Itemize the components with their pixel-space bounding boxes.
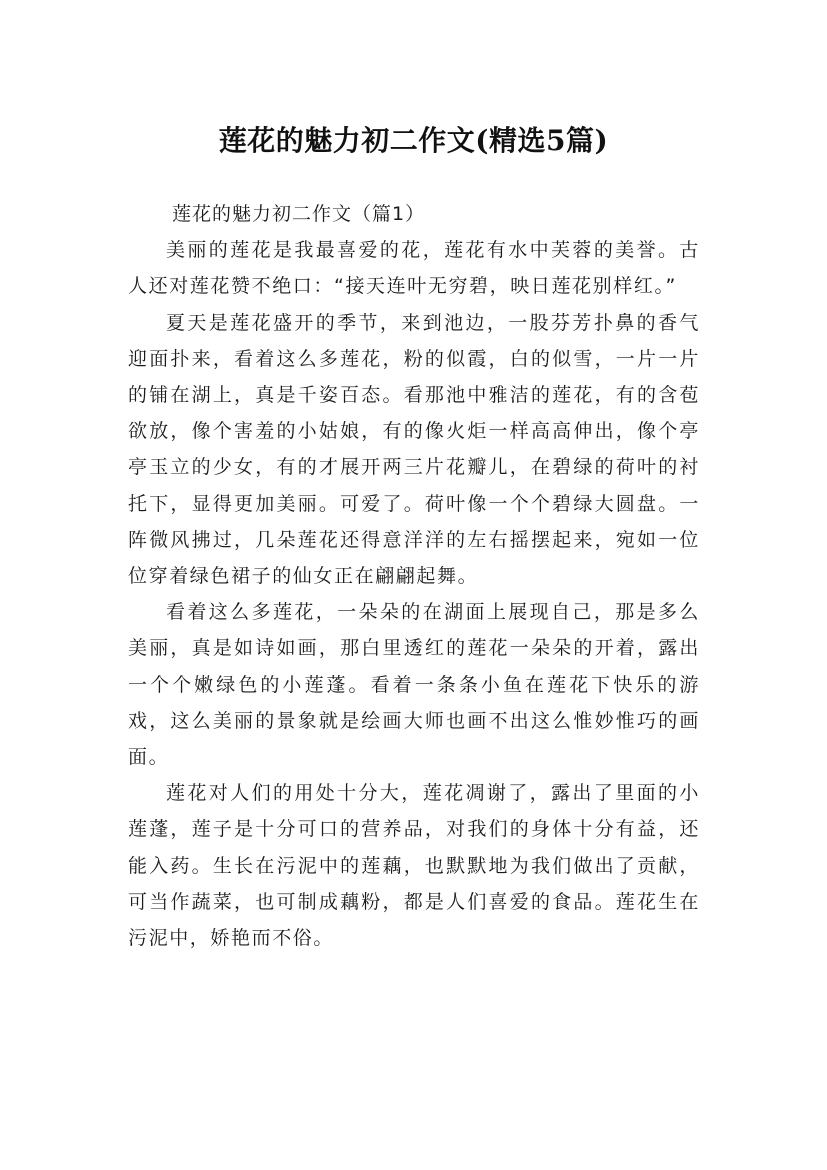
paragraph: 夏天是莲花盛开的季节，来到池边，一股芬芳扑鼻的香气迎面扑来，看着这么多莲花，粉的似霞，白的似雪，一片一片的铺在湖上，真是千姿百态。看那池中雅洁的莲花，有的含苞欲放，像个害羞的小姑娘，有的像火炬一样高高伸出，像个亭亭玉立的少女，有的才展开两三片花瓣儿，在碧绿的荷叶的衬托下，显得更加美丽。可爱了。荷叶像一个个碧绿大圆盘。一阵微风拂过，几朵莲花还得意洋洋的左右摇摆起来，宛如一位位穿着绿色裙子的仙女正在翩翩起舞。 [128,311,700,588]
paragraph: 美丽的莲花是我最喜爱的花，莲花有水中芙蓉的美誉。古人还对莲花赞不绝口：“接天连叶无穷碧，映日莲花别样红。” [128,239,700,298]
document-body [128,196,700,956]
paragraph: 莲花对人们的用处十分大，莲花凋谢了，露出了里面的小莲蓬，莲子是十分可口的营养品，对我们的身体十分有益，还能入药。生长在污泥中的莲藕，也默默地为我们做出了贡献，可当作蔬菜，也可制成藕粉，都是人们喜爱的食品。莲花生在污泥中，娇艳而不俗。 [128,782,700,950]
document-title: 莲花的魅力初二作文(精选5篇) [218,123,609,157]
section-heading: 莲花的魅力初二作文（篇1） [172,203,426,225]
paragraph: 看着这么多莲花，一朵朵的在湖面上展现自己，那是多么美丽，真是如诗如画，那白里透红的莲花一朵朵的开着，露出一个个嫩绿色的小莲蓬。看着一条条小鱼在莲花下快乐的游戏，这么美丽的景象就是绘画大师也画不出这么惟妙惟巧的画面。 [128,601,700,769]
